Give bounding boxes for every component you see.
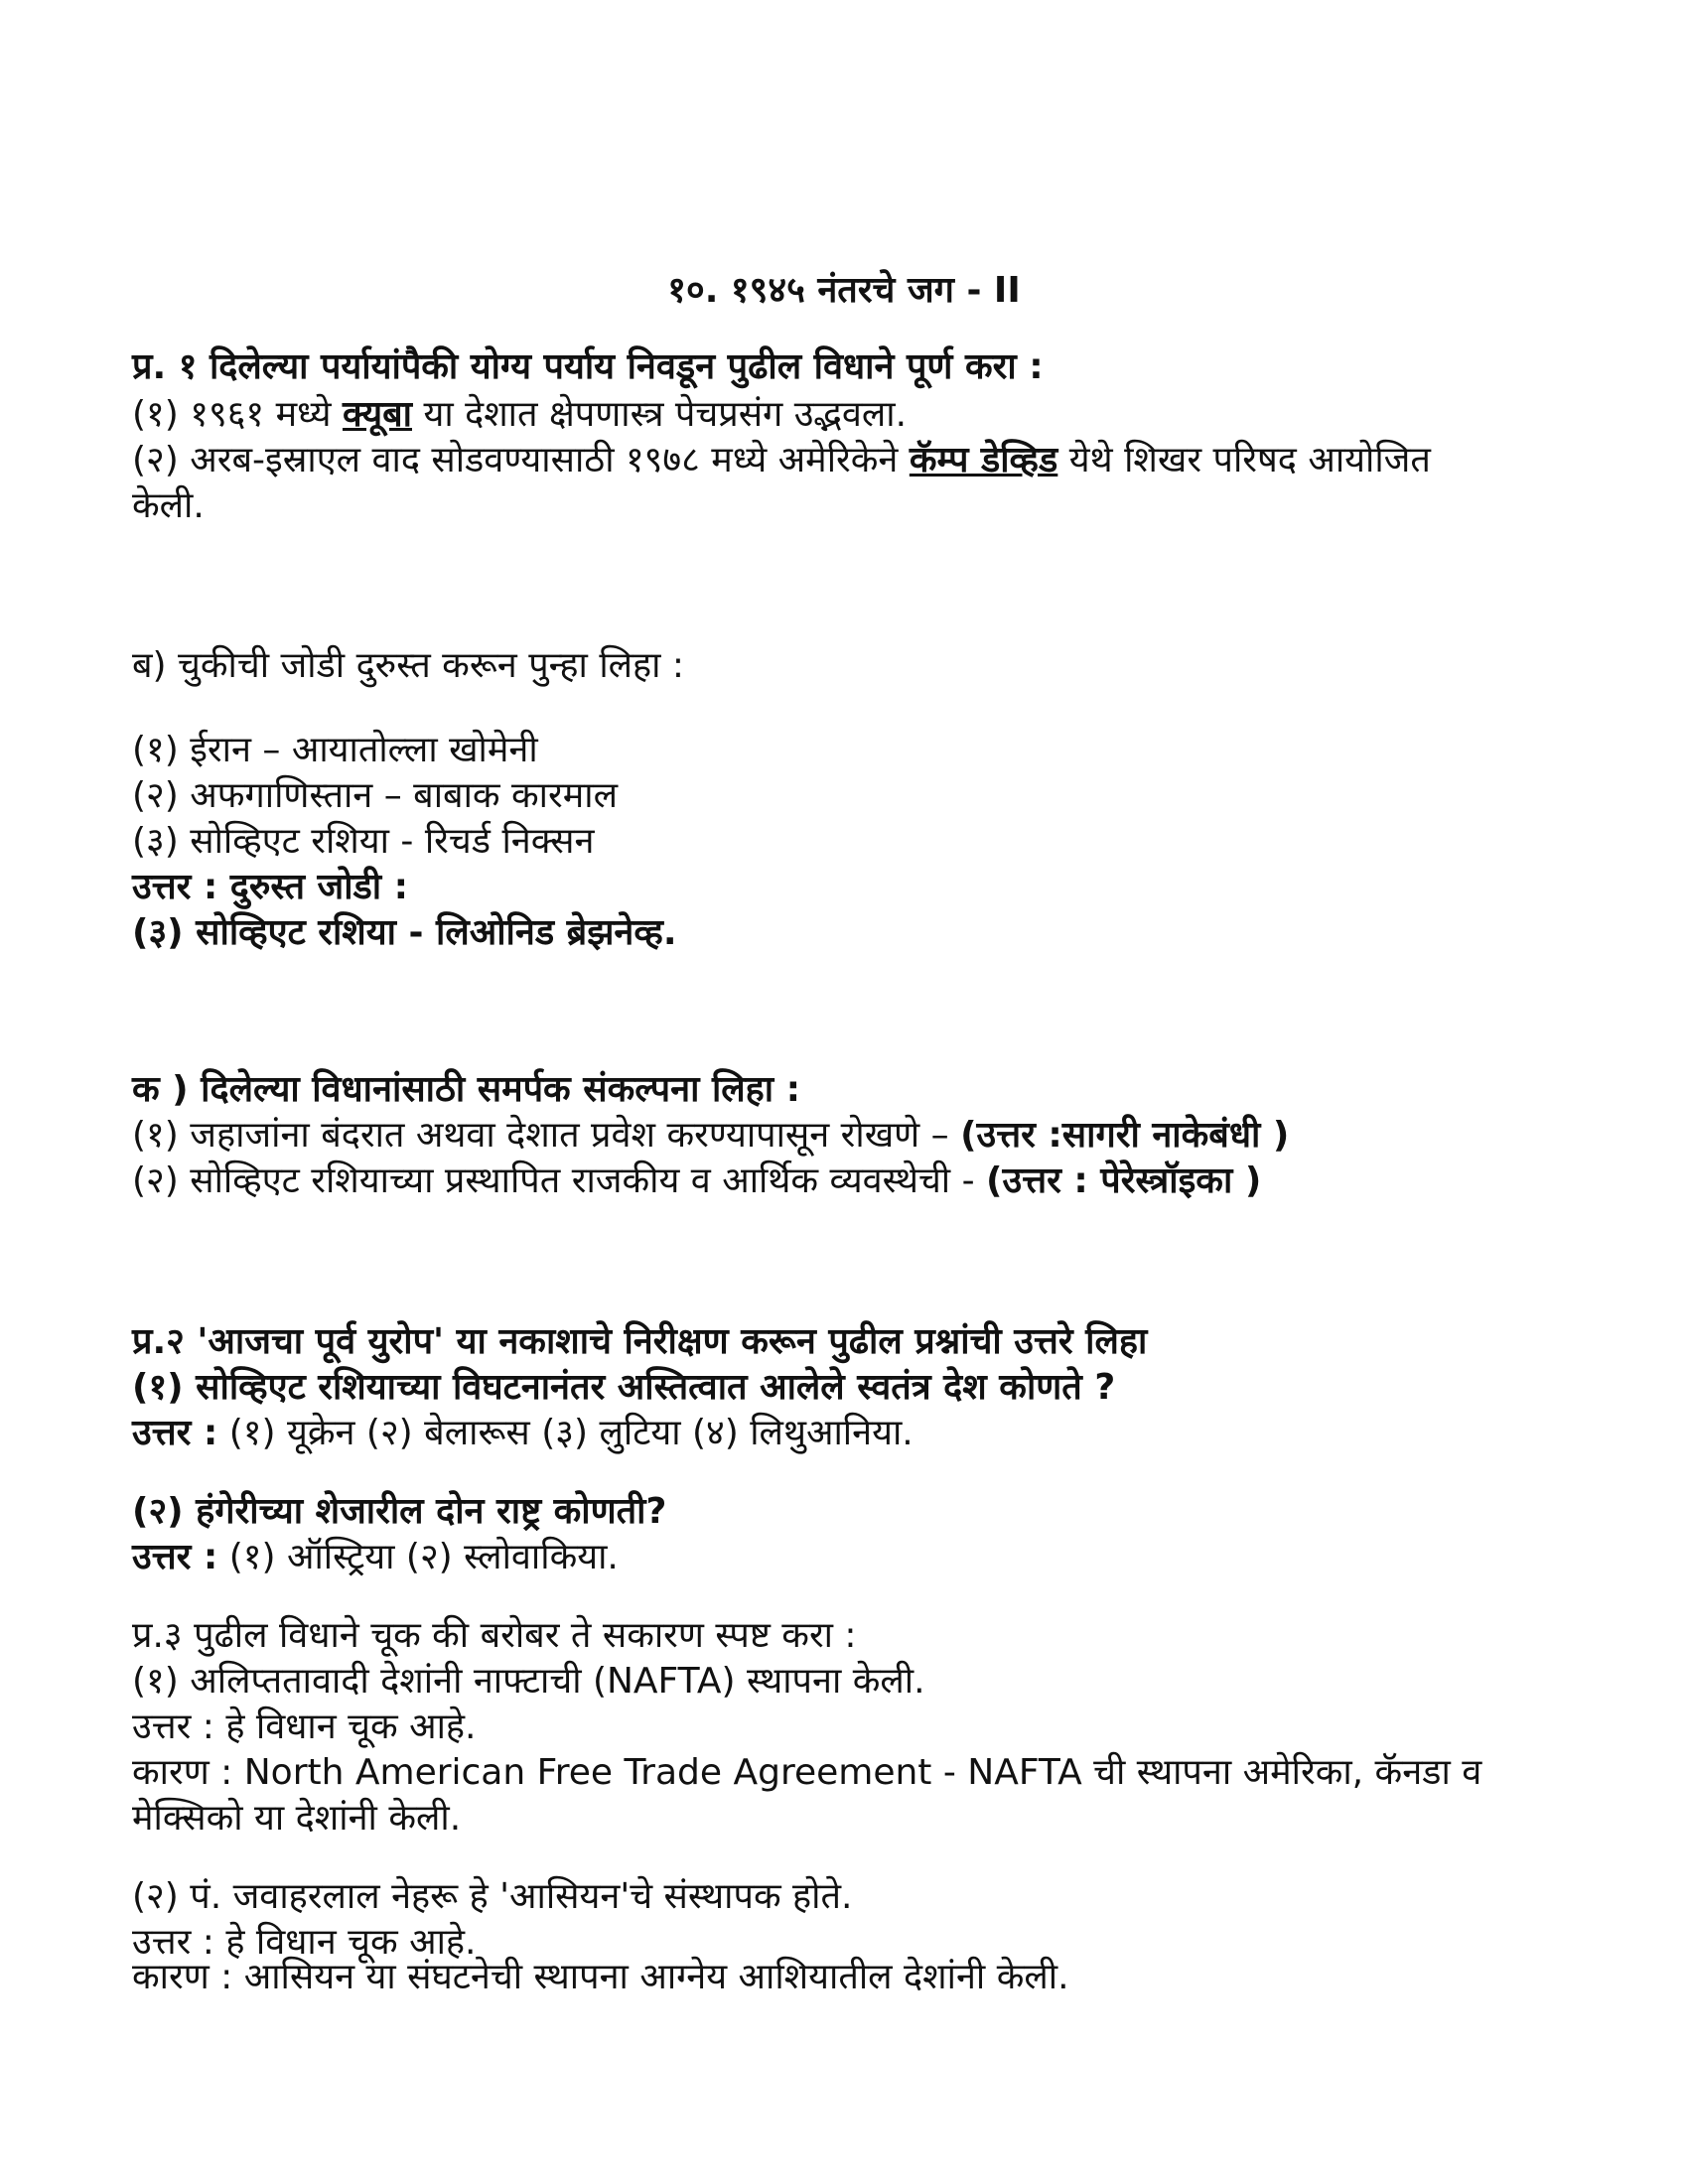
q3-heading: प्र.३ पुढील विधाने चूक की बरोबर ते सकारण स्पष्ट करा : <box>132 1615 857 1656</box>
q3-statement-2: (२) पं. जवाहरलाल नेहरू हे 'आसियन'चे संस्थापक होते. <box>132 1876 853 1917</box>
q1b-item-2: (२) अफगाणिस्तान – बाबाक कारमाल <box>132 775 618 816</box>
q1-heading: प्र. १ दिलेल्या पर्यायांपैकी योग्य पर्याय निवडून पुढील विधाने पूर्ण करा : <box>132 346 1044 387</box>
q2-sub-2-answer-label: उत्तर : <box>132 1537 218 1577</box>
cut-off-line <box>132 1957 1224 1998</box>
q1c-item-1-text: (१) जहाजांना बंदरात अथवा देशात प्रवेश करण्यापासून रोखणे – <box>132 1115 961 1156</box>
q1b-item-3: (३) सोव्हिएट रशिया - रिचर्ड निक्सन <box>132 821 595 862</box>
q1-item-2 <box>132 438 1431 483</box>
page-title: १०. १९४५ नंतरचे जग - II <box>667 270 1021 311</box>
q3-statement-1-reason-cont: मेक्सिको या देशांनी केली. <box>132 1798 462 1839</box>
q1c-item-1 <box>132 1113 1289 1159</box>
q1b-item-1: (१) ईरान – आयातोल्ला खोमेनी <box>132 730 538 770</box>
q2-sub-1-answer-text: (१) यूक्रेन (२) बेलारूस (३) लुटिया (४) लिथुआनिया. <box>217 1413 914 1453</box>
q1b-heading: ब) चुकीची जोडी दुरुस्त करून पुन्हा लिहा : <box>132 645 685 686</box>
q2-sub-1-answer <box>132 1411 914 1456</box>
q2-sub-2-answer <box>132 1535 619 1580</box>
q1-item-1-post: या देशात क्षेपणास्त्र पेचप्रसंग उद्भवला. <box>412 394 908 435</box>
cut-off-text: कारण : आसियन या संघटनेची स्थापना आग्नेय आशियातील देशांनी केली. <box>132 1957 1069 1997</box>
q1c-item-2-answer: (उत्तर : पेरेस्त्रॉइका ) <box>986 1160 1262 1201</box>
q1-item-2-cont: केली. <box>132 485 205 526</box>
q3-statement-1-reason: कारण : North American Free Trade Agreement - NAFTA ची स्थापना अमेरिका, कॅनडा व <box>132 1752 1482 1793</box>
q1b-answer: (३) सोव्हिएट रशिया - लिओनिड ब्रेझनेव्ह. <box>132 912 677 953</box>
q1c-item-2 <box>132 1159 1261 1204</box>
q1-item-2-pre: (२) अरब-इस्राएल वाद सोडवण्यासाठी १९७८ मध्ये अमेरिकेने <box>132 440 910 480</box>
q2-sub-2-answer-text: (१) ऑस्ट्रिया (२) स्लोवाकिया. <box>217 1537 619 1577</box>
q3-statement-2-answer: उत्तर : हे विधान चूक आहे. <box>132 1922 477 1963</box>
q1b-answer-label: उत्तर : दुरुस्त जोडी : <box>132 867 409 907</box>
q2-sub-1-answer-label: उत्तर : <box>132 1413 218 1453</box>
q1-item-1-pre: (१) १९६१ मध्ये <box>132 394 343 435</box>
q3-statement-1-answer: उत्तर : हे विधान चूक आहे. <box>132 1706 477 1747</box>
q2-sub-1-question: (१) सोव्हिएट रशियाच्या विघटनानंतर अस्तित्वात आलेले स्वतंत्र देश कोणते ? <box>132 1367 1116 1408</box>
q1-item-2-post: येथे शिखर परिषद आयोजित <box>1057 440 1431 480</box>
q1-item-1-answer: क्यूबा <box>342 394 412 435</box>
q1c-item-1-answer: (उत्तर :सागरी नाकेबंधी ) <box>960 1115 1290 1156</box>
q1c-heading: क ) दिलेल्या विधानांसाठी समर्पक संकल्पना लिहा : <box>132 1069 801 1110</box>
q2-sub-2-question: (२) हंगेरीच्या शेजारील दोन राष्ट्र कोणती? <box>132 1491 667 1532</box>
q1c-item-2-text: (२) सोव्हिएट रशियाच्या प्रस्थापित राजकीय व आर्थिक व्यवस्थेची - <box>132 1160 987 1201</box>
q3-statement-1: (१) अलिप्ततावादी देशांनी नाफ्टाची (NAFTA) स्थापना केली. <box>132 1661 925 1702</box>
q1-item-2-answer: कॅम्प डेव्हिड <box>909 440 1058 480</box>
q2-heading: प्र.२ 'आजचा पूर्व युरोप' या नकाशाचे निरीक्षण करून पुढील प्रश्नांची उत्तरे लिहा <box>132 1321 1148 1362</box>
q1-item-1 <box>132 392 907 438</box>
